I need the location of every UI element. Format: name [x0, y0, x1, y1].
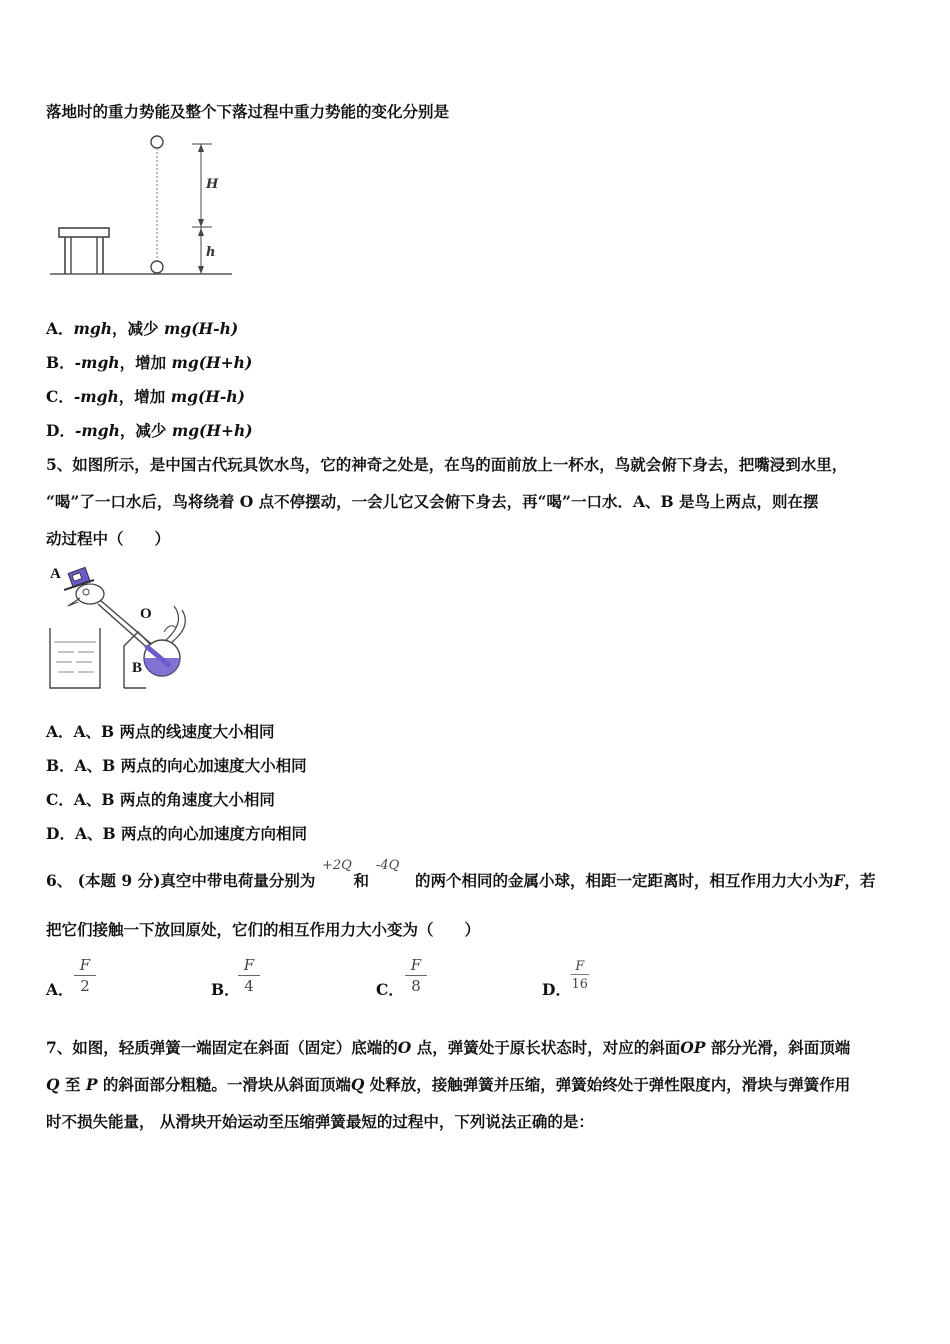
q5-label-A: A — [50, 566, 61, 582]
q4-label-h: h — [206, 245, 216, 260]
q6-option-b-letter[interactable]: B． — [211, 980, 240, 999]
q5-option-d[interactable]: D．A、B 两点的向心加速度方向相同 — [46, 824, 307, 843]
q4-option-b[interactable]: B．-mgh，增加 mg(H+h) — [46, 353, 253, 372]
q4-option-d[interactable]: D．-mgh，减少 mg(H+h) — [46, 421, 253, 440]
q4-stem: 落地时的重力势能及整个下落过程中重力势能的变化分别是 — [46, 102, 450, 121]
q6-charge-2: -4Q — [376, 858, 400, 873]
q7-line-3: 时不损失能量， 从滑块开始运动至压缩弹簧最短的过程中，下列说法正确的是： — [46, 1112, 594, 1131]
q6-charge-1: +2Q — [322, 858, 352, 873]
q6-option-d-fraction[interactable]: F 16 — [571, 958, 588, 992]
q5-line-2: “喝”了一口水后，鸟将绕着 O 点不停摆动，一会儿它又会俯下身去，再“喝”一口水．A、B 是鸟上两点，则在摆 — [46, 492, 819, 511]
q5-option-a[interactable]: A．A、B 两点的线速度大小相同 — [46, 722, 275, 741]
q6-line-1: 6、 (本题 9 分)真空中带电荷量分别为 和 的两个相同的金属小球，相距一定距离时，相互作用力大小为F，若 — [46, 871, 876, 890]
q5-label-O: O — [140, 606, 152, 622]
q5-drinking-bird-figure — [46, 562, 196, 692]
q7-line-1: 7、如图，轻质弹簧一端固定在斜面（固定）底端的O 点，弹簧处于原长状态时，对应的斜面OP 部分光滑，斜面顶端 — [46, 1038, 851, 1057]
q6-option-a-fraction[interactable]: F 2 — [70, 956, 100, 995]
q7-line-2: Q 至 P 的斜面部分粗糙。一滑块从斜面顶端Q 处释放，接触弹簧并压缩，弹簧始终处于弹性限度内，滑块与弹簧作用 — [46, 1075, 851, 1094]
q6-option-a-letter[interactable]: A． — [46, 980, 74, 999]
q5-option-b[interactable]: B．A、B 两点的向心加速度大小相同 — [46, 756, 307, 775]
q5-option-c[interactable]: C．A、B 两点的角速度大小相同 — [46, 790, 275, 809]
q6-option-c-letter[interactable]: C． — [376, 980, 404, 999]
q6-option-c-fraction[interactable]: F 8 — [401, 956, 431, 995]
q4-label-H: H — [206, 177, 219, 192]
q4-drop-figure — [46, 132, 236, 280]
q4-option-a[interactable]: A．mgh，减少 mg(H-h) — [46, 319, 239, 338]
q6-option-d-letter[interactable]: D． — [542, 980, 571, 999]
q4-option-c[interactable]: C．-mgh，增加 mg(H-h) — [46, 387, 245, 406]
q5-line-3: 动过程中（ ） — [46, 529, 171, 548]
q5-label-B: B — [132, 660, 143, 676]
q6-option-b-fraction[interactable]: F 4 — [234, 956, 264, 995]
q6-line-2: 把它们接触一下放回原处，它们的相互作用力大小变为（ ） — [46, 920, 481, 939]
q5-line-1: 5、如图所示，是中国古代玩具饮水鸟，它的神奇之处是，在鸟的面前放上一杯水，鸟就会俯下身去，把嘴浸到水里， — [46, 455, 848, 474]
